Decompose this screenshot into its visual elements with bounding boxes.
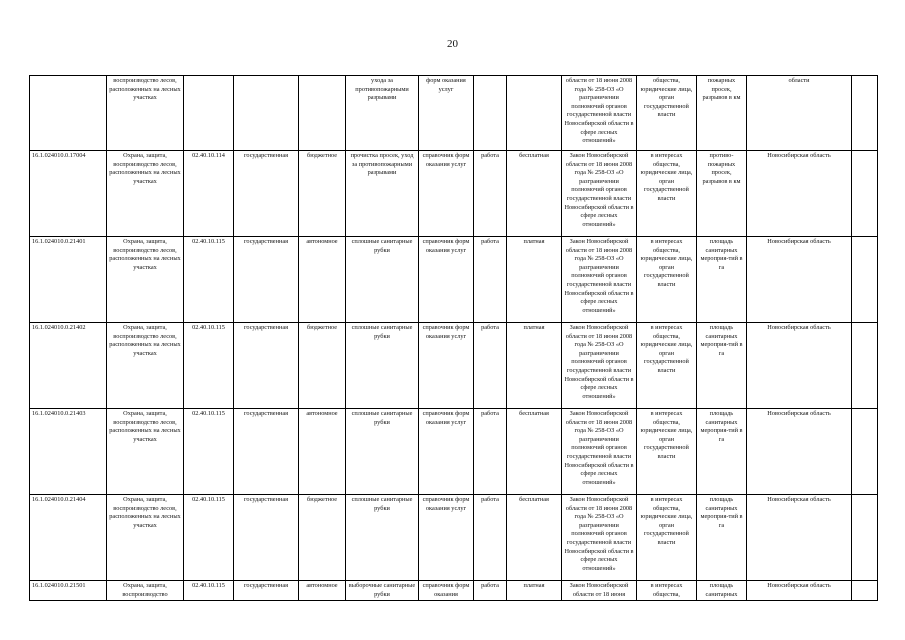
- cell-work-type: работа: [474, 581, 507, 601]
- cell-extra: [852, 409, 878, 495]
- table-row: [30, 495, 878, 581]
- cell-inst-type: бюджетное: [299, 323, 346, 409]
- table-row: [30, 323, 878, 409]
- cell-region: Новосибирская область: [747, 581, 852, 601]
- cell-form: справочник форм оказания услуг: [419, 409, 474, 495]
- registry-table: [29, 75, 878, 601]
- cell-consumers: в интересах общества, юридические лица, орган государственной власти: [637, 495, 697, 581]
- cell-indicator: площадь санитарных: [697, 581, 747, 601]
- cell-gov-type: государственная: [234, 495, 299, 581]
- cell-code: [30, 76, 107, 151]
- cell-region: Новосибирская область: [747, 151, 852, 237]
- cell-extra: [852, 76, 878, 151]
- cell-work-type: работа: [474, 323, 507, 409]
- cell-law: Закон Новосибирской области от 18 июня 2008 года № 258-ОЗ «О разграничении полномочий органов государственной власти Новосибирской области в сфере лесных отношений»: [562, 495, 637, 581]
- cell-form: справочник форм оказания услуг: [419, 151, 474, 237]
- cell-extra: [852, 581, 878, 601]
- cell-work-type: работа: [474, 237, 507, 323]
- cell-okved: 02.40.10.115: [184, 495, 234, 581]
- cell-indicator: площадь санитарных мероприя-тий в га: [697, 495, 747, 581]
- cell-inst-type: автономное: [299, 237, 346, 323]
- cell-pay: платная: [507, 581, 562, 601]
- cell-pay: [507, 76, 562, 151]
- table-row: [30, 581, 878, 601]
- cell-code: 16.1.024010.0.21403: [30, 409, 107, 495]
- cell-inst-type: [299, 76, 346, 151]
- cell-okved: 02.40.10.115: [184, 323, 234, 409]
- cell-consumers: в интересах общества, юридические лица, орган государственной власти: [637, 151, 697, 237]
- cell-form: справочник форм оказания услуг: [419, 323, 474, 409]
- cell-form: форм оказания услуг: [419, 76, 474, 151]
- cell-gov-type: государственная: [234, 323, 299, 409]
- cell-content: сплошные санитарные рубки: [346, 409, 419, 495]
- cell-law: Закон Новосибирской области от 18 июня 2008 года № 258-ОЗ «О разграничении полномочий органов государственной власти Новосибирской области в сфере лесных отношений»: [562, 237, 637, 323]
- cell-code: 16.1.024010.0.21404: [30, 495, 107, 581]
- cell-pay: платная: [507, 237, 562, 323]
- cell-okved: 02.40.10.115: [184, 237, 234, 323]
- cell-region: Новосибирская область: [747, 409, 852, 495]
- cell-name: воспроизводство лесов, расположенных на лесных участках: [107, 76, 184, 151]
- cell-work-type: [474, 76, 507, 151]
- cell-region: области: [747, 76, 852, 151]
- table-row: [30, 76, 878, 151]
- cell-indicator: площадь санитарных мероприя-тий в га: [697, 237, 747, 323]
- cell-inst-type: бюджетное: [299, 495, 346, 581]
- cell-extra: [852, 323, 878, 409]
- cell-name: Охрана, защита, воспроизводство лесов, расположенных на лесных участках: [107, 323, 184, 409]
- cell-consumers: общества, юридические лица, орган государственной власти: [637, 76, 697, 151]
- cell-indicator: противо-пожарных просек, разрывов в км: [697, 151, 747, 237]
- cell-inst-type: бюджетное: [299, 151, 346, 237]
- table-row: [30, 409, 878, 495]
- cell-extra: [852, 237, 878, 323]
- cell-content: ухода за противопожарными разрывами: [346, 76, 419, 151]
- cell-code: 16.1.024010.0.21401: [30, 237, 107, 323]
- cell-law: Закон Новосибирской области от 18 июня 2008 года № 258-ОЗ «О разграничении полномочий органов государственной власти Новосибирской области в сфере лесных отношений»: [562, 151, 637, 237]
- cell-indicator: площадь санитарных мероприя-тий в га: [697, 323, 747, 409]
- cell-content: сплошные санитарные рубки: [346, 323, 419, 409]
- cell-indicator: площадь санитарных мероприя-тий в га: [697, 409, 747, 495]
- cell-law: Закон Новосибирской области от 18 июня 2008 года № 258-ОЗ «О разграничении полномочий органов государственной власти Новосибирской области в сфере лесных отношений»: [562, 323, 637, 409]
- cell-inst-type: автономное: [299, 409, 346, 495]
- cell-work-type: работа: [474, 495, 507, 581]
- cell-inst-type: автономное: [299, 581, 346, 601]
- cell-law: области от 18 июня 2008 года № 258-ОЗ «О разграничении полномочий органов государственной власти Новосибирской области в сфере лесных отношений»: [562, 76, 637, 151]
- cell-pay: платная: [507, 323, 562, 409]
- cell-name: Охрана, защита, воспроизводство лесов, расположенных на лесных участках: [107, 409, 184, 495]
- cell-consumers: в интересах общества,: [637, 581, 697, 601]
- cell-region: Новосибирская область: [747, 495, 852, 581]
- cell-consumers: в интересах общества, юридические лица, орган государственной власти: [637, 323, 697, 409]
- cell-gov-type: [234, 76, 299, 151]
- table-row: [30, 237, 878, 323]
- cell-content: сплошные санитарные рубки: [346, 237, 419, 323]
- cell-name: Охрана, защита, воспроизводство: [107, 581, 184, 601]
- cell-content: прочистка просек, уход за противопожарными разрывами: [346, 151, 419, 237]
- cell-form: справочник форм оказания: [419, 581, 474, 601]
- cell-content: сплошные санитарные рубки: [346, 495, 419, 581]
- cell-pay: бесплатная: [507, 151, 562, 237]
- cell-work-type: работа: [474, 409, 507, 495]
- cell-region: Новосибирская область: [747, 237, 852, 323]
- cell-name: Охрана, защита, воспроизводство лесов, расположенных на лесных участках: [107, 151, 184, 237]
- cell-code: 16.1.024010.0.21501: [30, 581, 107, 601]
- cell-form: справочник форм оказания услуг: [419, 495, 474, 581]
- cell-extra: [852, 151, 878, 237]
- cell-code: 16.1.024010.0.17004: [30, 151, 107, 237]
- table-row: [30, 151, 878, 237]
- cell-name: Охрана, защита, воспроизводство лесов, расположенных на лесных участках: [107, 495, 184, 581]
- cell-gov-type: государственная: [234, 237, 299, 323]
- cell-law: Закон Новосибирской области от 18 июня 2008 года № 258-ОЗ «О разграничении полномочий органов государственной власти Новосибирской области в сфере лесных отношений»: [562, 409, 637, 495]
- cell-extra: [852, 495, 878, 581]
- cell-indicator: пожарных просек, разрывов в км: [697, 76, 747, 151]
- cell-gov-type: государственная: [234, 581, 299, 601]
- cell-region: Новосибирская область: [747, 323, 852, 409]
- cell-law: Закон Новосибирской области от 18 июня: [562, 581, 637, 601]
- page-number: 20: [447, 38, 458, 50]
- cell-pay: бесплатная: [507, 495, 562, 581]
- cell-work-type: работа: [474, 151, 507, 237]
- cell-name: Охрана, защита, воспроизводство лесов, расположенных на лесных участках: [107, 237, 184, 323]
- cell-okved: 02.40.10.115: [184, 409, 234, 495]
- cell-okved: 02.40.10.115: [184, 581, 234, 601]
- cell-content: выборочные санитарные рубки: [346, 581, 419, 601]
- cell-consumers: в интересах общества, юридические лица, орган государственной власти: [637, 409, 697, 495]
- cell-okved: [184, 76, 234, 151]
- cell-form: справочник форм оказания услуг: [419, 237, 474, 323]
- cell-okved: 02.40.10.114: [184, 151, 234, 237]
- cell-gov-type: государственная: [234, 409, 299, 495]
- cell-pay: бесплатная: [507, 409, 562, 495]
- cell-consumers: в интересах общества, юридические лица, орган государственной власти: [637, 237, 697, 323]
- cell-code: 16.1.024010.0.21402: [30, 323, 107, 409]
- cell-gov-type: государственная: [234, 151, 299, 237]
